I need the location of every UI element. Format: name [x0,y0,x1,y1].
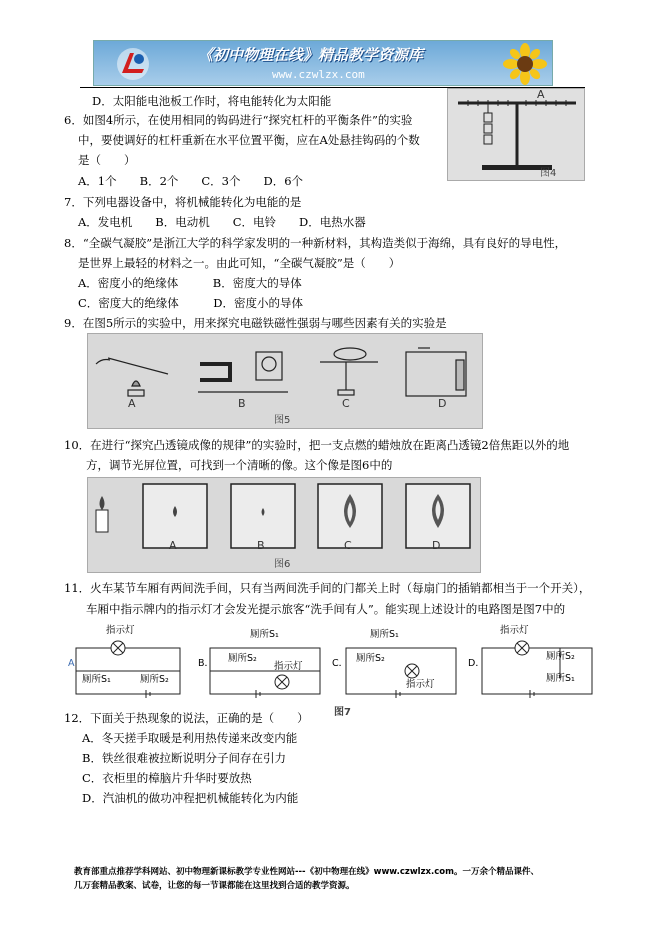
figure-7c-s2: 厕所S₂ [356,653,385,664]
footer-line2: 几万套精品教案、试卷，让您的每一节课都能在这里找到合适的教学资源。 [74,880,355,891]
q12-stem: 12．下面关于热现象的说法，正确的是（ ） [64,711,309,725]
figure-4 [447,88,585,181]
header-title: 《初中物理在线》精品教学资源库 [198,46,424,64]
figure-7b-lamp: 指示灯 [274,661,303,672]
figure-6-label-c: C [344,539,352,552]
figure-7a-s2: 厕所S₂ [140,674,169,685]
q6-line1: 6．如图4所示，在使用相同的钩码进行“探究杠杆的平衡条件”的实验 [64,113,413,127]
figure-6-label-b: B [257,539,265,552]
header-banner [93,40,553,86]
figure-7 [60,620,600,710]
q11-line2: 车厢中指示牌内的指示灯才会发光提示旅客“洗手间有人”。能实现上述设计的电路图是图7中的 [86,602,566,616]
q8-options-row2: C．密度大的绝缘体 D．密度小的导体 [78,296,304,310]
figure-5-label-c: C [342,397,350,410]
q6-options: A．1个 B．2个 C．3个 D．6个 [78,174,304,188]
q6-line3: 是（ ） [78,153,136,167]
site-logo-icon [116,47,150,81]
page-footer [74,866,594,893]
q12-option-d: D．汽油机的做功冲程把机械能转化为内能 [82,791,299,805]
q9-stem: 9．在图5所示的实验中，用来探究电磁铁磁性强弱与哪些因素有关的实验是 [64,316,447,330]
figure-4-point-a: A [537,88,545,101]
q12-option-b: B．铁丝很难被拉断说明分子间存在引力 [82,751,286,765]
figure-6-caption: 图6 [274,559,291,570]
q10-line1: 10．在进行“探究凸透镜成像的规律”的实验时，把一支点燃的蜡烛放在距离凸透镜2倍焦距以外的地 [64,438,570,452]
footer-line1: 教育部重点推荐学科网站、初中物理新课标教学专业性网站---《初中物理在线》www.czwlzx.com。一万余个精品课件、 [74,867,539,877]
q8-options-row1: A．密度小的绝缘体 B．密度大的导体 [78,276,302,290]
figure-7-label-c: C． [332,658,349,669]
figure-7-label-b: B． [198,658,215,669]
figure-6 [87,477,481,573]
sunflower-icon [502,43,548,85]
q12-option-a: A．冬天搓手取暖是利用热传递来改变内能 [82,731,298,745]
figure-5-label-b: B [238,397,246,410]
figure-7d-s2: 厕所S₂ [546,651,575,662]
figure-5-label-a: A [128,397,136,410]
q6-line2: 中，要使调好的杠杆重新在水平位置平衡，应在A处悬挂钩码的个数 [78,133,420,147]
figure-5-label-d: D [438,397,447,410]
figure-7b-s1: 厕所S₁ [250,629,279,640]
figure-6-label-d: D [432,539,441,552]
q5-option-d: D．太阳能电池板工作时，将电能转化为太阳能 [92,94,332,108]
q8-line2: 是世界上最轻的材料之一。由此可知，“全碳气凝胶”是（ ） [78,256,401,270]
q11-line1: 11．火车某节车厢有两间洗手间，只有当两间洗手间的门都关上时（每扇门的插销都相当于一个开关）， [64,581,591,595]
figure-6-label-a: A [169,539,177,552]
figure-5-caption: 图5 [274,415,291,426]
figure-5 [87,333,483,429]
lever-diagram [448,89,586,182]
figure-4-caption: 图4 [540,168,557,179]
figure-7c-s1: 厕所S₁ [370,629,399,640]
figure-7b-s2: 厕所S₂ [228,653,257,664]
figure-7c-lamp: 指示灯 [406,679,435,690]
header-url: www.czwlzx.com [272,68,365,81]
figure-7a-lamp: 指示灯 [106,625,135,636]
figure-7-caption: 图7 [334,707,351,718]
q12-option-c: C．衣柜里的樟脑片升华时要放热 [82,771,252,785]
q7-stem: 7．下列电器设备中，将机械能转化为电能的是 [64,195,302,209]
q8-line1: 8．“全碳气凝胶”是浙江大学的科学家发明的一种新材料，其构造类似于海绵，具有良好的导电性， [64,236,567,250]
figure-7-label-d: D． [468,658,485,669]
figure-7a-s1: 厕所S₁ [82,674,111,685]
q7-options: A．发电机 B．电动机 C．电铃 D．电热水器 [78,215,366,229]
figure-7d-s1: 厕所S₁ [546,673,575,684]
figure-7-label-a: A [68,658,75,669]
figure-7d-lamp: 指示灯 [500,625,529,636]
q10-line2: 方，调节光屏位置，可找到一个清晰的像。这个像是图6中的 [86,458,393,472]
